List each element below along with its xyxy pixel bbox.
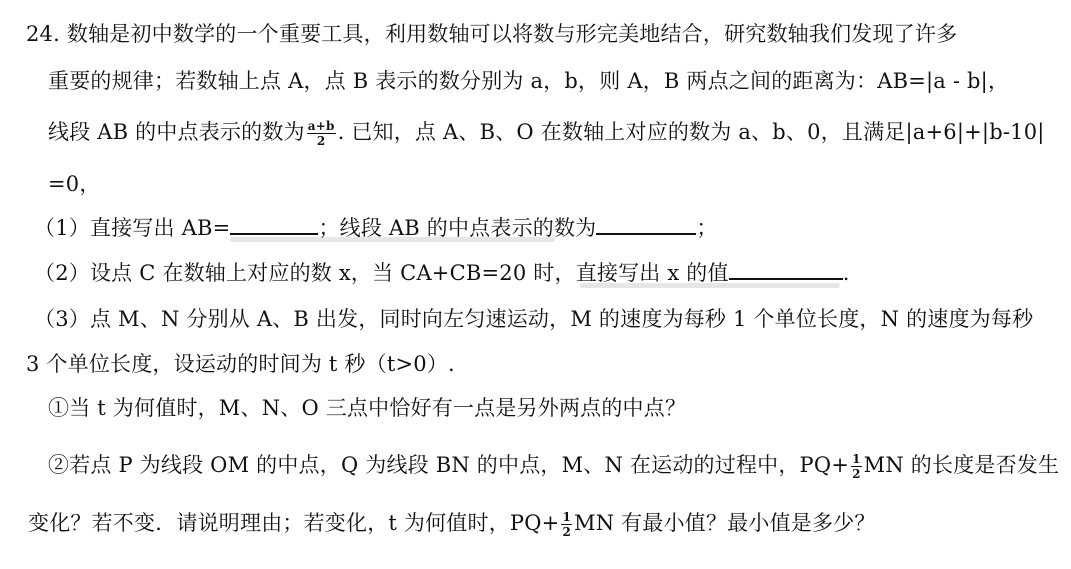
question-3-part-1: ①当 t 为何值时，M、N、O 三点中恰好有一点是另外两点的中点？ — [48, 396, 687, 420]
midpoint-fraction — [307, 120, 336, 147]
question-3-last-prefix: 变化？若不变．请说明理由；若变化，t 为何值时，PQ+ — [28, 511, 560, 535]
question-3-last-line — [28, 509, 876, 538]
question-3-part-2-suffix: MN 的长度是否发生 — [863, 453, 1060, 477]
problem-line-3 — [48, 118, 1045, 147]
question-2-suffix: . — [842, 261, 850, 285]
question-1-prefix: （1）直接写出 AB= — [34, 216, 231, 240]
problem-line-2: 重要的规律；若数轴上点 A，点 B 表示的数分别为 a，b，则 A，B 两点之间的距离为：AB=|a - b|， — [48, 69, 1010, 93]
fraction-numerator: 1 — [562, 510, 572, 524]
fraction-denominator: 2 — [316, 134, 326, 148]
half-fraction — [851, 453, 862, 480]
question-1-suffix: ； — [696, 216, 718, 240]
fraction-denominator: 2 — [852, 467, 861, 481]
question-3-part-2 — [48, 451, 1059, 480]
problem-line-3-suffix: . 已知，点 A、B、O 在数轴上对应的数为 a、b、0，且满足|a+6|+|b-10| — [337, 120, 1045, 144]
question-3-part-2-prefix: ②若点 P 为线段 OM 的中点，Q 为线段 BN 的中点，M、N 在运动的过程中，PQ+ — [48, 453, 850, 477]
problem-line-4: =0， — [48, 172, 101, 196]
fraction-denominator: 2 — [562, 525, 572, 539]
answer-blank-ab[interactable] — [230, 215, 318, 235]
problem-line-1: 24. 数轴是初中数学的一个重要工具，利用数轴可以将数与形完美地结合，研究数轴我们发现了许多 — [26, 22, 958, 46]
fraction-numerator: 1 — [852, 452, 861, 466]
question-2 — [34, 259, 850, 287]
fraction-numerator: a+b — [307, 119, 335, 133]
question-3-line-2: 3 个单位长度，设运动的时间为 t 秒（t>0）. — [26, 352, 455, 376]
answer-blank-x[interactable] — [729, 260, 843, 280]
question-3-last-suffix: MN 有最小值？最小值是多少？ — [574, 511, 876, 535]
answer-blank-midpoint[interactable] — [596, 215, 696, 235]
question-1-middle: ；线段 AB 的中点表示的数为 — [318, 216, 597, 240]
question-2-prefix: （2）设点 C 在数轴上对应的数 x，当 CA+CB=20 时，直接写出 x 的值 — [34, 261, 729, 285]
question-3-line-1: （3）点 M、N 分别从 A、B 出发，同时向左匀速运动，M 的速度为每秒 1 个单位长度，N 的速度为每秒 — [34, 307, 1034, 331]
question-1 — [34, 214, 718, 242]
problem-line-3-prefix: 线段 AB 的中点表示的数为 — [48, 120, 305, 144]
half-fraction-last — [561, 511, 572, 538]
